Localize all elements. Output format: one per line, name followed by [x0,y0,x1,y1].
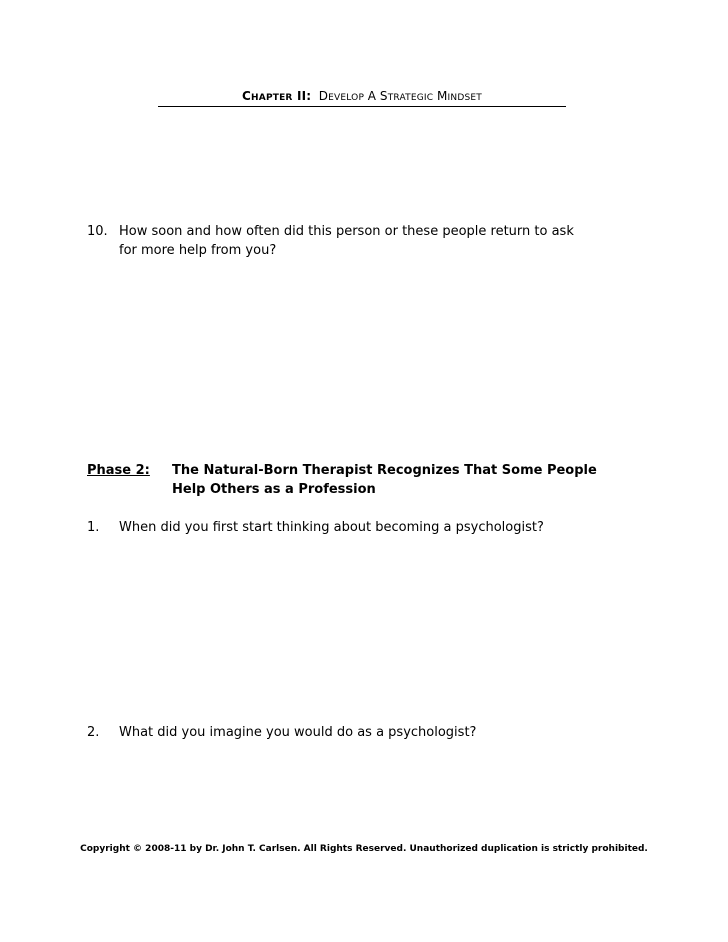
question-number: 10. [87,224,108,239]
copyright-footer: Copyright © 2008-11 by Dr. John T. Carlsen. All Rights Reserved. Unauthorized duplication is strictly prohibited. [80,844,648,854]
question-text: When did you first start thinking about becoming a psychologist? [119,520,544,535]
chapter-header [158,89,566,103]
question-text: How soon and how often did this person or these people return to ask for more help from you? [119,224,574,258]
question-text: What did you imagine you would do as a psychologist? [119,725,477,740]
phase-label: Phase 2: [87,463,150,478]
question-number: 1. [87,520,100,535]
chapter-title: DEVELOP A STRATEGIC MINDSET [318,89,482,103]
question-number: 2. [87,725,100,740]
header-rule [158,106,566,107]
chapter-number: CHAPTER II: [242,89,312,103]
phase-title: The Natural-Born Therapist Recognizes That Some People Help Others as a Profession [172,463,597,497]
